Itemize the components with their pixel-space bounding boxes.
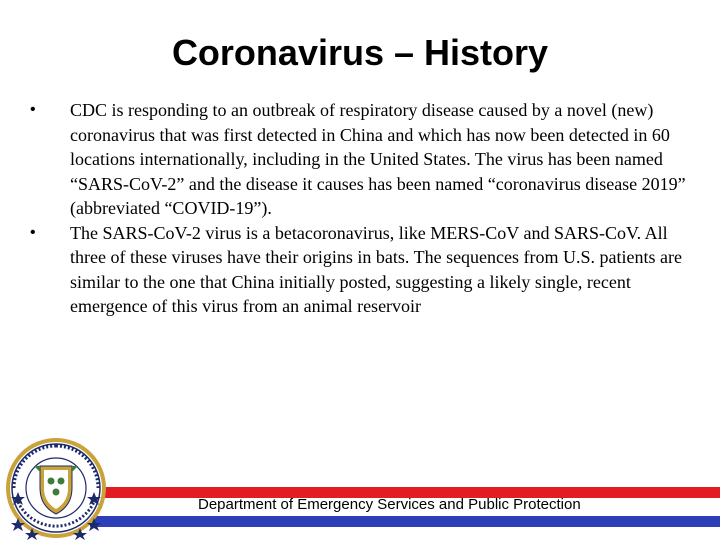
list-item [30,98,690,221]
department-seal-icon [4,436,108,540]
footer-stripe-blue [90,516,720,527]
bullet-marker: • [30,223,36,241]
bullet-marker: • [30,101,36,118]
bullet-list [30,98,690,319]
footer-organization: Department of Emergency Services and Public Protection [198,496,581,513]
bullet-text: CDC is responding to an outbreak of respiratory disease caused by a novel (new) coronavirus that was first detected in China and which has now been detected in 60 locations internationally, including in the United States. The virus has been named “SARS-CoV-2” and the disease it causes has been named “coronavirus disease 2019” (abbreviated “COVID-19”). [70,100,686,218]
slide-title: Coronavirus – History [171,32,549,73]
bullet-text: The SARS-CoV-2 virus is a betacoronavirus, like MERS-CoV and SARS-CoV. All three of these viruses have their origins in bats. The sequences from U.S. patients are similar to the one that China initially posted, suggesting a likely single, recent emergence of this virus from an animal reservoir [70,222,682,316]
list-item [30,221,690,319]
